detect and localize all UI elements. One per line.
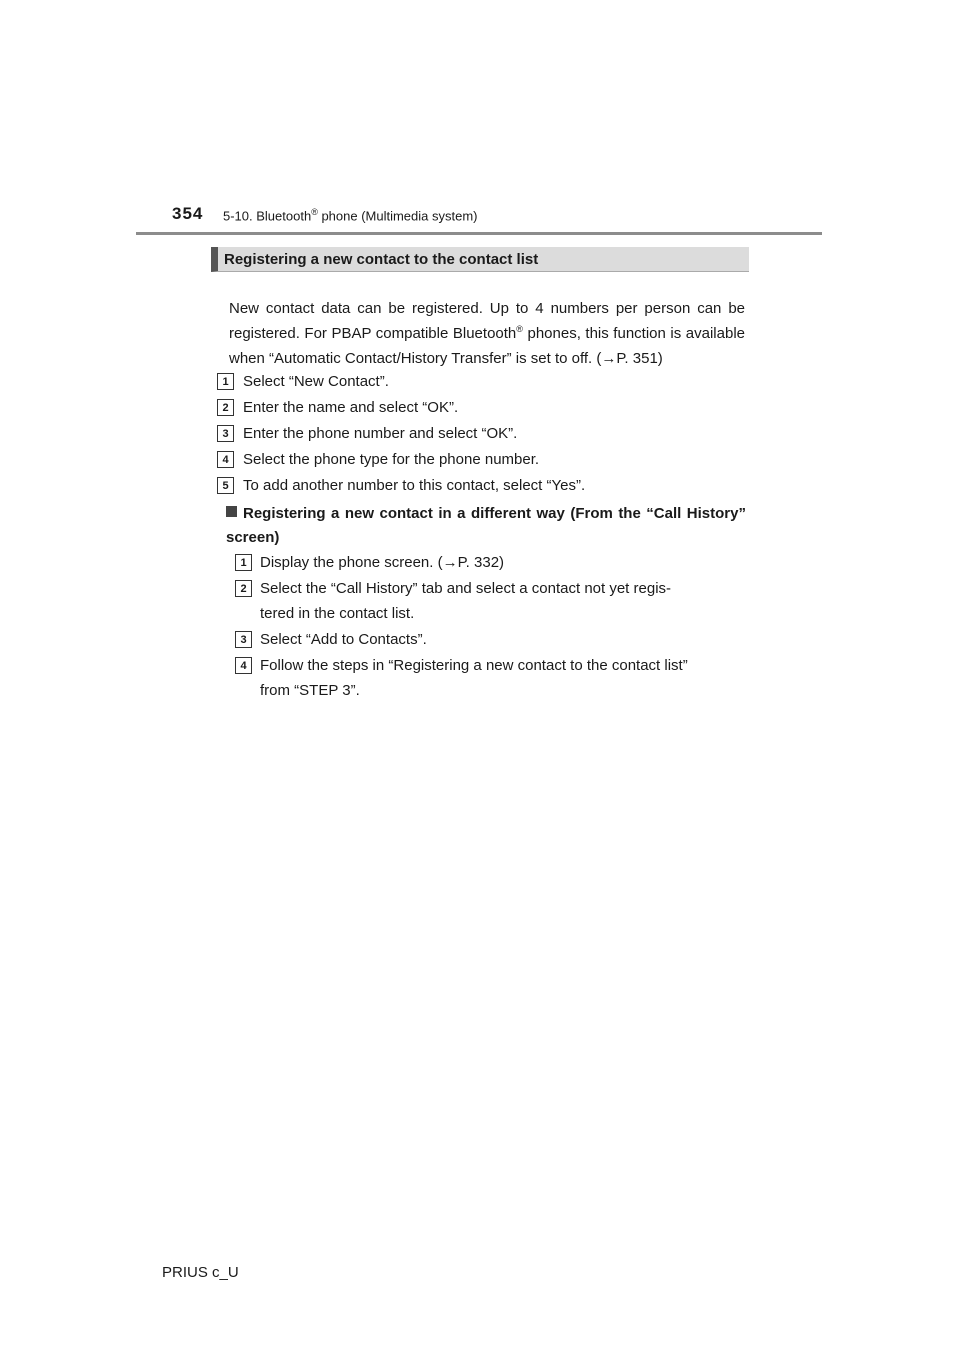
intro-paragraph [229,296,745,371]
subsection-title: Registering a new contact in a different way (From the “Call History” screen) [226,505,746,546]
step-number-box: 5 [217,477,234,494]
step-text: Select the phone type for the phone number. [243,451,540,468]
step-text: Select “New Contact”. [243,373,389,390]
step-number-box: 2 [217,399,234,416]
step-number-box: 1 [235,554,252,571]
page-number: 354 [172,204,204,223]
step-text: Enter the phone number and select “OK”. [243,425,518,442]
intro-text-1: New contact data can be registered. Up to 4 numbers per person can be registered. For PBAP compatible Bluetooth [229,300,745,342]
section-heading: Registering a new contact to the contact list [224,251,539,268]
intro-text-2: phones, this function is available when “Automatic Contact/History Transfer” is set to off. (→P. 351) [229,325,746,367]
step-number-box: 4 [217,451,234,468]
subsection-heading [226,502,746,550]
step-text: Select “Add to Contacts”. [260,631,427,648]
step-number-box: 2 [235,580,252,597]
step-text: Select the “Call History” tab and select a contact not yet regis- tered in the contact list. [260,580,672,622]
chapter-title-pre: 5-10. Bluetooth [223,208,312,224]
step-text: Display the phone screen. (→P. 332) [260,554,505,571]
step-number-box: 1 [217,373,234,390]
step-text: Enter the name and select “OK”. [243,399,459,416]
step-number-box: 4 [235,657,252,674]
registered-mark: ® [311,207,318,217]
step-number-box: 3 [235,631,252,648]
footer-label: PRIUS c_U [162,1264,239,1281]
step-text: Follow the steps in “Registering a new contact to the contact list” from “STEP 3”. [260,657,688,699]
intro-registered-mark: ® [516,324,523,334]
step-text: To add another number to this contact, select “Yes”. [243,477,586,494]
chapter-title-post: phone (Multimedia system) [317,208,478,224]
header-rule [136,232,822,235]
square-bullet-icon [226,506,237,517]
chapter-title [223,207,478,223]
step-number-box: 3 [217,425,234,442]
